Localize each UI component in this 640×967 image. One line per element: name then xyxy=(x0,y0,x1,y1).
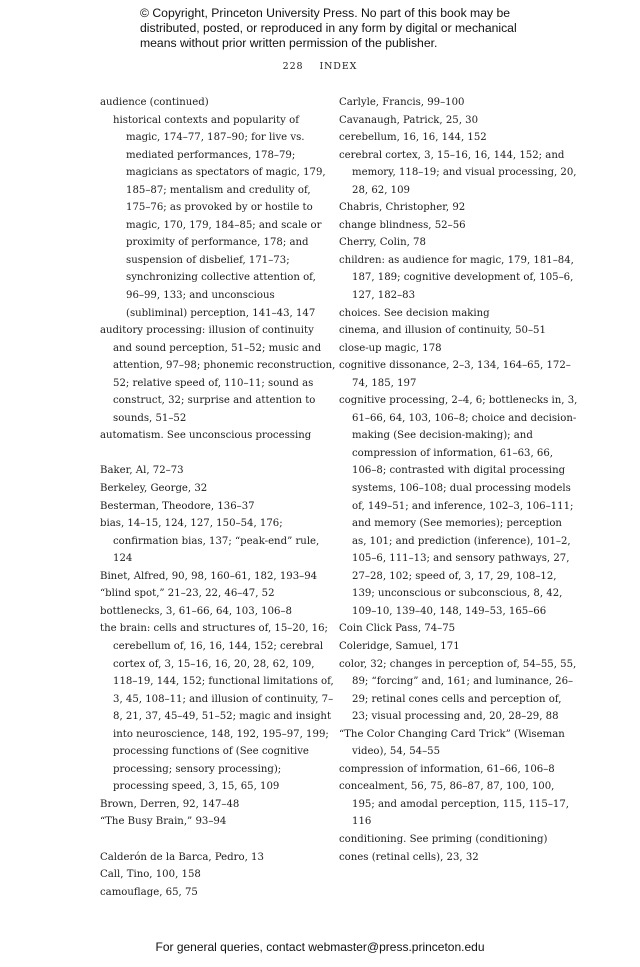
index-entry: auditory processing: illusion of continuity and sound perception, 51–52; music and attention, 97–98; phonemic reconstruction, 52; relative speed of, 110–11; sound as construct, 32; surprise and attention to sounds, 51–52 xyxy=(100,325,336,424)
index-entry: cerebral cortex, 3, 15–16, 16, 144, 152; and memory, 118–19; and visual processing, 20, 28, 62, 109 xyxy=(339,149,577,196)
index-entry: Coin Click Pass, 74–75 xyxy=(339,623,456,635)
index-entry: audience (continued) xyxy=(100,97,209,108)
index-entry: Brown, Derren, 92, 147–48 xyxy=(100,798,240,810)
index-entry: concealment, 56, 75, 86–87, 87, 100, 100, 195; and amodal perception, 115, 115–17, 116 xyxy=(339,781,569,828)
copyright-line: means without prior written permission of the publisher. xyxy=(140,36,438,50)
section-title: INDEX xyxy=(319,61,358,72)
footer-contact: For general queries, contact webmaster@press.princeton.edu xyxy=(155,940,485,954)
index-entry: bias, 14–15, 124, 127, 150–54, 176; confirmation bias, 137; “peak-end” rule, 124 xyxy=(100,518,320,565)
index-entry: Coleridge, Samuel, 171 xyxy=(339,640,460,652)
index-entry: Besterman, Theodore, 136–37 xyxy=(100,500,255,512)
index-entry: choices. See decision making xyxy=(339,307,490,319)
index-entry: the brain: cells and structures of, 15–20, 16; cerebellum of, 16, 16, 144, 152; cerebral cortex of, 3, 15–16, 16, 20, 28, 62, 109, 118–19, 144, 152; functional limitations of, 3, 45, 108–11; and illusion of continuity, 7–8, 21, 37, 45–49, 51–52; magic and insight into neuroscience, 148, 192, 195–97, 199; processing functions of (See cognitive processing; sensory processing); processing speed, 3, 15, 65, 109 xyxy=(100,623,334,793)
index-entry: cerebellum, 16, 16, 144, 152 xyxy=(339,132,487,144)
index-entry: Calderón de la Barca, Pedro, 13 xyxy=(100,851,264,863)
index-entry: cognitive processing, 2–4, 6; bottlenecks in, 3, 61–66, 64, 103, 106–8; choice and decision-making (See decision-making); and compression of information, 61–63, 66, 106–8; contrasted with digital processing systems, 106–108; dual processing models of, 149–51; and inference, 102–3, 106–111; and memory (See memories); perception as, 101; and prediction (inference), 101–2, 105–6, 111–13; and sensory pathways, 27, 27–28, 102; speed of, 3, 17, 29, 108–12, 139; unconscious or subconscious, 8, 42, 109–10, 139–40, 148, 149–53, 165–66 xyxy=(339,395,578,617)
index-subentry: historical contexts and popularity of magic, 174–77, 187–90; for live vs. mediated performances, 178–79; magicians as spectators of magic, 179, 185–87; mentalism and credulity of, 175–76; as provoked by or hostile to magic, 170, 179, 184–85; and scale or proximity of performance, 178; and suspension of disbelief, 171–73; synchronizing collective attention of, 96–99, 133; and unconscious (subliminal) perception, 141–43, 147 xyxy=(113,114,326,319)
copyright-line: distributed, posted, or reproduced in any form by digital or mechanical xyxy=(140,21,517,35)
index-entry: Berkeley, George, 32 xyxy=(100,483,208,495)
index-entry: compression of information, 61–66, 106–8 xyxy=(339,763,555,775)
index-entry: “The Busy Brain,” 93–94 xyxy=(100,816,227,828)
index-entry: Baker, Al, 72–73 xyxy=(100,465,184,477)
index-entry: cones (retinal cells), 23, 32 xyxy=(339,851,479,863)
running-head xyxy=(0,61,640,72)
index-entry: children: as audience for magic, 179, 181–84, 187, 189; cognitive development of, 105–6, 127, 182–83 xyxy=(339,254,574,302)
index-entry: Chabris, Christopher, 92 xyxy=(339,202,466,214)
index-entry: cognitive dissonance, 2–3, 134, 164–65, 172–74, 185, 197 xyxy=(339,360,571,389)
index-entry: Cavanaugh, Patrick, 25, 30 xyxy=(339,114,479,126)
index-entry: bottlenecks, 3, 61–66, 64, 103, 106–8 xyxy=(100,605,292,617)
group-gap xyxy=(100,831,336,849)
index-entry: cinema, and illusion of continuity, 50–51 xyxy=(339,325,546,337)
copyright-line: © Copyright, Princeton University Press. No part of this book may be xyxy=(140,6,511,20)
page-number: 228 xyxy=(282,61,304,72)
index-column-right xyxy=(339,94,579,866)
group-gap xyxy=(100,445,336,463)
index-entry: “blind spot,” 21–23, 22, 46–47, 52 xyxy=(100,588,275,600)
index-entry: Carlyle, Francis, 99–100 xyxy=(339,97,465,108)
index-entry: Cherry, Colin, 78 xyxy=(339,237,426,249)
index-entry: close-up magic, 178 xyxy=(339,342,442,354)
index-entry: automatism. See unconscious processing xyxy=(100,430,312,442)
index-entry: change blindness, 52–56 xyxy=(339,219,466,231)
index-entry: Call, Tino, 100, 158 xyxy=(100,869,201,881)
index-entry: conditioning. See priming (conditioning) xyxy=(339,833,548,845)
copyright-notice xyxy=(140,6,540,51)
index-entry: camouflage, 65, 75 xyxy=(100,886,198,898)
index-entry: Binet, Alfred, 90, 98, 160–61, 182, 193–94 xyxy=(100,570,318,582)
index-entry: “The Color Changing Card Trick” (Wiseman video), 54, 54–55 xyxy=(339,728,565,758)
index-entry: color, 32; changes in perception of, 54–55, 55, 89; “forcing” and, 161; and luminance, 26–29; retinal cones cells and perception of, 23; visual processing and, 20, 28–29, 88 xyxy=(339,658,577,723)
index-column-left xyxy=(100,94,336,901)
